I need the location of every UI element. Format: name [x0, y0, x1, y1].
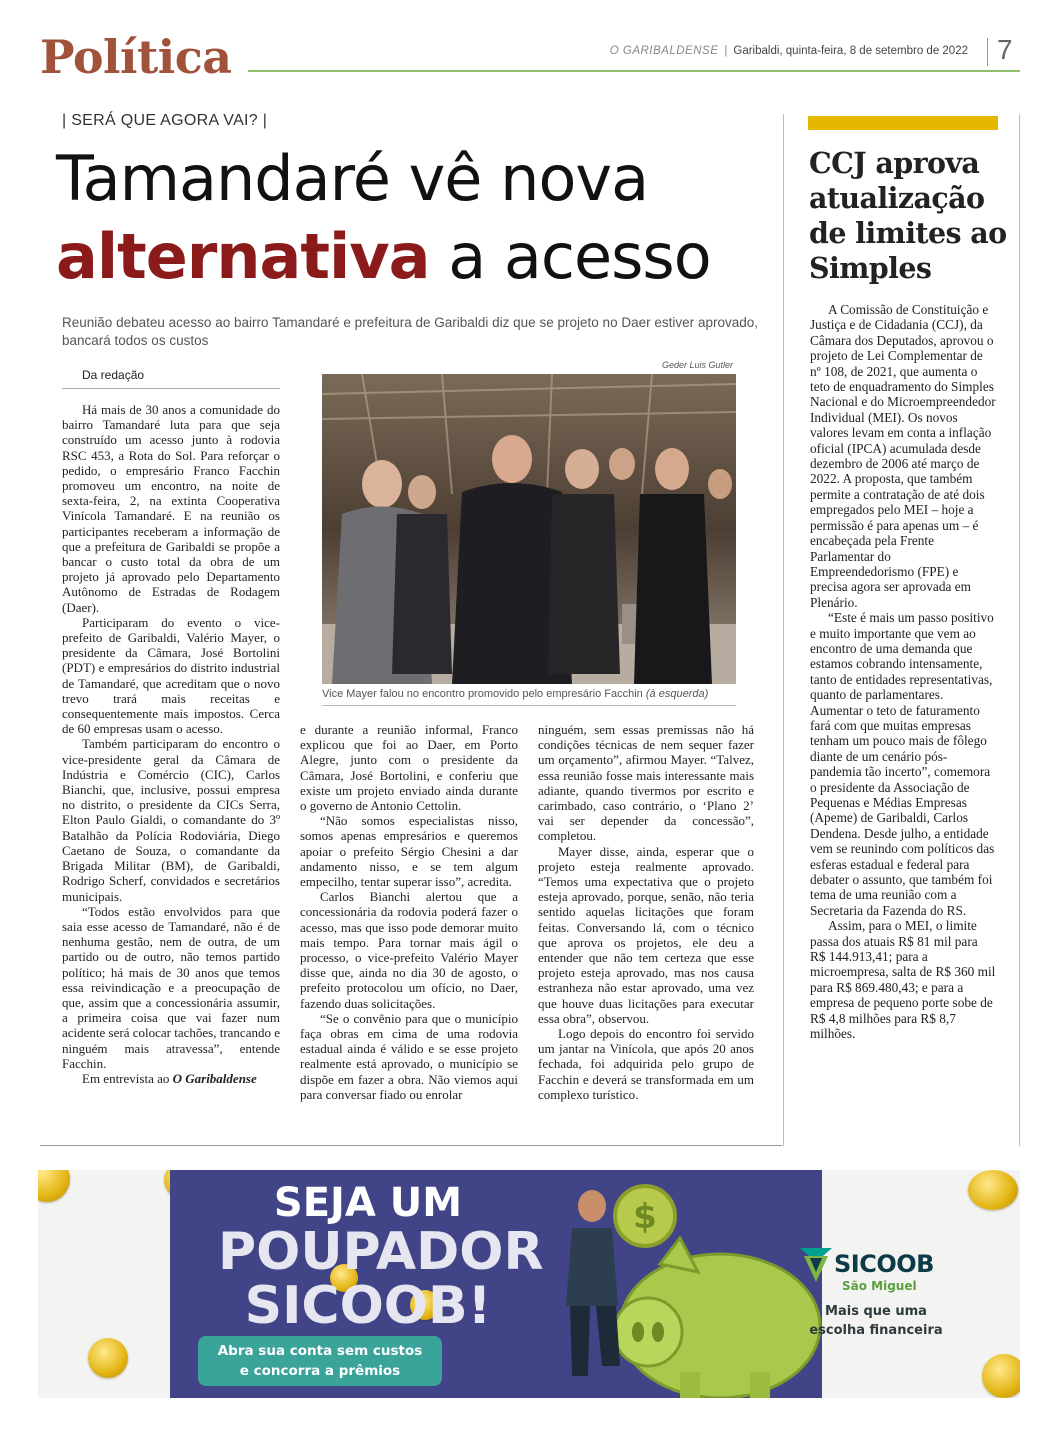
paragraph: “Não somos especialistas nisso, somos apenas empresários e queremos apoiar o prefeito Sérgio Chesini a dar andamento nisso, e se tem algum empecilho, tentar superar isso”, acredita.: [300, 813, 518, 890]
ad-tagline: [806, 1302, 946, 1340]
sidebar-headline: CCJ aprova atualização de limites ao Simples: [809, 146, 1007, 285]
story-column-2: [300, 722, 518, 1102]
headline-line1: Tamandaré vê nova: [56, 142, 649, 215]
paragraph: [62, 1071, 280, 1086]
sidebar-body: [810, 302, 996, 1042]
button-line2: e concorra a prêmios: [239, 1363, 401, 1379]
divider: [987, 38, 988, 66]
button-line1: Abra sua conta sem custos: [217, 1343, 423, 1359]
coin-icon: [38, 1170, 70, 1202]
headline-rest: a acesso: [429, 220, 711, 293]
paragraph: “Se o convênio para que o município faça obras em cima de uma rodovia estadual ainda é válido e se esse projeto realmente está aprovado, o município se dispõe em fazer a obra. Não viemos aqui para conversar fiado ou enrolar: [300, 1010, 518, 1102]
divider: [322, 705, 736, 706]
header-dateline-block: [610, 45, 968, 57]
ad-headline-line1: SEJA UM: [273, 1180, 463, 1226]
page-number: 7: [997, 34, 1013, 65]
divider: [62, 388, 280, 389]
paragraph: ninguém, sem essas premissas não há condições técnicas de nem sequer fazer um orçamento”, afirmou Mayer. “Talvez, essa reunião fosse mais interessante mais adiante, quando tivermos por escrito e carimbado, caso contrário, o ‘Plano 2’ vai ser depender da concessão”, completou.: [538, 722, 754, 844]
ad-headline-line3: SICOOB!: [244, 1276, 492, 1336]
paragraph-text: Em entrevista ao: [82, 1070, 170, 1086]
publication-name: O GARIBALDENSE: [609, 45, 719, 57]
paragraph: Logo depois do encontro foi servido um jantar na Vinícola, que após 20 anos fechada, foi adquirida pelo grupo de Facchin e deverá se transformada em um complexo turístico.: [538, 1026, 754, 1102]
piggy-bank-illustration: [530, 1176, 830, 1398]
coin-icon: [88, 1338, 128, 1378]
svg-text:$: $: [633, 1197, 657, 1237]
paragraph: Mayer disse, ainda, esperar que o projeto esteja realmente aprovado. “Temos uma expectativa que o projeto esteja aprovado, porque, senão, não teria sentido aquelas licitações que foram feitas. Conversando lá, com o técnico que aprova os projetos, ele deu a entender que não tem certeza que esse projeto esteja aprovado, mas nos causa estranheza não estar aprovado, uma vez que houve duas licitações para executar essa obra”, observou.: [538, 843, 754, 1026]
story-column-1: [62, 402, 280, 1086]
header-rule: [248, 70, 1020, 72]
section-title: Política: [40, 30, 232, 84]
open-account-button[interactable]: [198, 1336, 442, 1386]
sicoob-advertisement[interactable]: [38, 1170, 1020, 1398]
headline-highlight: alternativa: [56, 220, 430, 293]
paragraph: “Todos estão envolvidos para que saia esse acesso de Tamandaré, não é de nenhuma gestão, nem de outra, de um partido ou de outro, não temos partido político; há mais de 30 anos que temos essa reivindicação e a preocupação de que, assim que a concessionária assumir, a primeira coisa que vai fazer num acidente será colocar tachões, trancando e ninguém mais atravessa”, entende Facchin.: [62, 903, 280, 1071]
ad-headline: [218, 1180, 544, 1336]
divider: [783, 114, 784, 1146]
story-kicker: | SERÁ QUE AGORA VAI? |: [62, 112, 268, 129]
paragraph: A Comissão de Constituição e Justiça e de Cidadania (CCJ), da Câmara dos Deputados, aprovou o projeto de Lei Complementar de nº 108, de 2021, que aumenta o teto de enquadramento do Simples Nacional e do Microempreendedor Individual (MEI). Os novos valores levam em conta a inflação oficial (IPCA) acumulada desde dezembro de 2006 até março de 2022. A proposta, que também permite a contratação de até dois empregados pelo MEI – hoje a permissão é para apenas um – é encabeçada pela Frente Parlamentar do Empreendedorismo (FPE) e precisa agora ser aprovada em Plenário.: [810, 302, 996, 610]
sicoob-brand: SICOOB: [834, 1250, 934, 1278]
divider: |: [724, 45, 728, 57]
paragraph: Carlos Bianchi alertou que a concessionária da rodovia poderá fazer o acesso, mas que isso pode demorar muito mais tempo. Para tornar mais ágil o processo, o vice-prefeito Valério Mayer disse que, ainda no dia 30 de agosto, o prefeito protocolou um ofício, no Daer, fazendo duas solicitações.: [300, 889, 518, 1011]
sicoob-logo-icon: [800, 1248, 832, 1282]
meeting-photo-illustration: [322, 374, 736, 684]
newspaper-name: O Garibaldense: [172, 1070, 257, 1086]
divider: [1019, 114, 1020, 1146]
coin-icon: [968, 1170, 1018, 1210]
paragraph: “Este é mais um passo positivo e muito importante que vem ao encontro de uma demanda que estamos cobrando intensamente, tanto de entidades representativas, quanto de parlamentares. Aumentar o teto de faturamento fará com que muitas empresas tenham um pouco mais de fôlego diante de um cenário pós-pandemia tão incerto”, comemora o presidente da Associação de Pequenas e Médias Empresas (Apeme) de Garibaldi, Carlos Dendena. Desde julho, a entidade vem se reunindo com políticos das esferas estadual e federal para debater o assunto, que também foi tema de uma reunião com a Secretaria da Fazenda do RS.: [810, 610, 995, 918]
photo-credit: Geder Luis Gutler: [662, 360, 734, 370]
paragraph: Também participaram do encontro o vice-presidente geral da Câmara de Indústria e Comércio (CIC), Carlos Bianchi, que, inclusive, possui empresa no distrito, o presidente da CICs Serra, Elton Paulo Gialdi, o comandante do 3º Batalhão da Polícia Rodoviária, Diego Caetano de Souza, o comandante da Brigada Militar (BM), de Garibaldi, Rodrigo Scherf, convidados e secretários municipais.: [62, 736, 280, 904]
sicoob-branch: São Miguel: [842, 1279, 917, 1293]
tagline-line2: escolha financeira: [809, 1323, 943, 1338]
story-headline: [56, 140, 776, 296]
divider: [40, 1145, 782, 1146]
tagline-line1: Mais que uma: [825, 1304, 927, 1319]
byline: Da redação: [82, 368, 145, 382]
photo-caption: [322, 688, 736, 700]
dateline: Garibaldi, quinta-feira, 8 de setembro de 2022: [733, 45, 968, 57]
sidebar-accent-bar: [808, 116, 998, 130]
caption-italic: (à esquerda): [645, 688, 709, 700]
coin-icon: [982, 1354, 1020, 1398]
paragraph: e durante a reunião informal, Franco explicou que foi ao Daer, em Porto Alegre, junto com o presidente da Câmara, José Bortolini, e conferiu que existe um projeto enviado ainda durante o governo de Antonio Cettolin.: [300, 722, 518, 814]
story-photo: [322, 374, 736, 684]
story-column-3: [538, 722, 754, 1102]
caption-text: Vice Mayer falou no encontro promovido pelo empresário Facchin: [322, 688, 643, 700]
paragraph: Há mais de 30 anos a comunidade do bairro Tamandaré luta para que seja construído um acesso junto à rodovia RSC 453, a Rota do Sol. Para reforçar o pedido, o empresário Franco Facchin promoveu um encontro, na noite de sexta-feira, 2, na extinta Cooperativa Vinícola Tamandaré. E na reunião os participantes receberam a informação de que a prefeitura de Garibaldi se propõe a bancar o custo total da obra de um projeto já aprovado pelo Departamento Autônomo de Estradas de Rodagem (Daer).: [62, 402, 280, 615]
ad-headline-line2: POUPADOR: [218, 1222, 544, 1282]
story-deck: Reunião debateu acesso ao bairro Tamandaré e prefeitura de Garibaldi diz que se projeto no Daer estiver aprovado, bancará todos os custos: [62, 315, 758, 348]
paragraph: Participaram do evento o vice-prefeito de Garibaldi, Valério Mayer, o presidente da Câmara, José Bortolini (PDT) e empresários do distrito industrial de Tamandaré, que acreditam que o novo trevo trará mais receitas e consequentemente mais impostos. Cerca de 60 empresas usam o acesso.: [62, 614, 280, 737]
paragraph: Assim, para o MEI, o limite passa dos atuais R$ 81 mil para R$ 144.913,41; para a microempresa, salta de R$ 360 mil para R$ 869.480,43; e para a empresa de pequeno porte sobe de R$ 4,8 milhões para R$ 8,7 milhões.: [810, 918, 996, 1042]
